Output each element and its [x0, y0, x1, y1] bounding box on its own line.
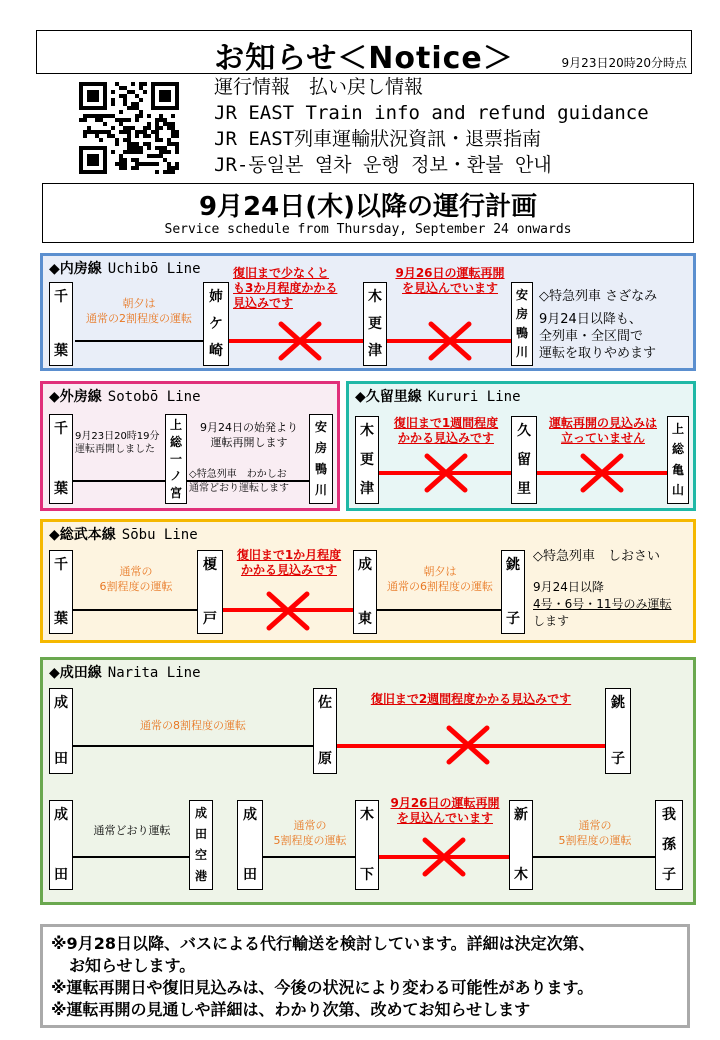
station-kioroshi: 木 下 [355, 800, 379, 890]
footer-note-1: ※9月28日以降、バスによる代行輸送を検討しています。詳細は決定次第、 [51, 934, 595, 953]
qr-code-icon[interactable] [78, 82, 180, 174]
plan-title-box [42, 183, 694, 243]
station-chiba: 千 葉 [49, 282, 73, 366]
station-narita: 成 田 [237, 800, 263, 890]
uchibo-title: ◆内房線 Uchibō Line [49, 261, 201, 277]
sobu-panel [40, 519, 696, 643]
narita-track-r2-2 [263, 856, 355, 858]
sobu-track-1 [73, 609, 197, 611]
suspended-x-icon [419, 834, 469, 880]
kururi-seg2-text: 運転再開の見込みは 立っていません [548, 416, 657, 445]
sotobo-seg3-text: ◇特急列車 わかしお 通常どおり運転します [189, 469, 289, 494]
station-narita: 成 田 [49, 800, 73, 890]
station-naruto: 成 東 [353, 550, 377, 634]
narita-track-r1-1 [73, 745, 313, 747]
plan-subtitle: Service schedule from Thursday, September 24 onwards [164, 222, 572, 237]
station-enokido: 榎 戸 [197, 550, 223, 634]
suspended-x-icon [421, 450, 471, 496]
sobu-seg3-text: 朝夕は 通常の6割程度の運転 [387, 565, 493, 593]
info-line-zh: JR EAST列車運輸狀況資訊・退票指南 [214, 128, 542, 150]
sotobo-seg2-text: 9月24日の始発より 運転再開します [200, 421, 298, 449]
station-kururi: 久 留 里 [511, 416, 537, 504]
info-line-en: JR EAST Train info and refund guidance [214, 102, 649, 124]
narita-r2-seg2-text: 通常の 5割程度の運転 [273, 819, 347, 847]
narita-r2-seg4-text: 通常の 5割程度の運転 [558, 819, 632, 847]
suspended-x-icon [263, 588, 313, 634]
sobu-track-2 [377, 609, 501, 611]
station-sawara: 佐 原 [313, 688, 337, 774]
kururi-title: ◆久留里線 Kururi Line [355, 389, 521, 405]
kururi-seg1-text: 復旧まで1週間程度 かかる見込みです [393, 416, 499, 445]
sotobo-track-1 [73, 480, 165, 482]
station-abiko: 我 孫 子 [655, 800, 683, 890]
narita-track-r2-1 [73, 856, 189, 858]
footer-note-2: ※運転再開日や復旧見込みは、今後の状況により変わる可能性があります。 [51, 978, 594, 997]
station-awakamogawa: 安 房 鴨 川 [309, 414, 333, 504]
uchibo-seg3-text: 9月26日の運転再開 を見込んでいます [395, 266, 505, 295]
narita-r2-seg3-text: 9月26日の運転再開 を見込んでいます [390, 796, 500, 825]
notice-title: お知らせ＜Notice＞ [214, 41, 514, 76]
sotobo-seg1-text: 9月23日20時19分 運転再開しました [75, 431, 160, 455]
footer-note-3: ※運転再開の見通しや詳細は、わかり次第、改めてお知らせします [51, 1000, 531, 1019]
narita-r1-seg1-text: 通常の8割程度の運転 [140, 719, 246, 732]
suspended-x-icon [425, 318, 475, 364]
uchibo-panel [40, 253, 696, 371]
station-narita-airport: 成 田 空 港 [189, 800, 213, 890]
narita-r1-seg2-text: 復旧まで2週間程度かかる見込みです [370, 692, 572, 706]
narita-track-r2-3 [533, 856, 655, 858]
suspended-x-icon [577, 450, 627, 496]
station-chiba: 千 葉 [49, 414, 73, 504]
station-kisarazu: 木 更 津 [355, 416, 379, 504]
sotobo-panel [40, 381, 340, 511]
timestamp: 9月23日20時20分時点 [561, 56, 687, 70]
sobu-express-note: ◇特急列車 しおさい 9月24日以降 4号・6号・11号のみ運転 します [533, 549, 672, 628]
sotobo-title: ◆外房線 Sotobō Line [49, 389, 201, 405]
info-line-ja: 運行情報 払い戻し情報 [214, 76, 424, 98]
footer-notes [40, 924, 690, 1028]
plan-title: 9月24日(木)以降の運行計画 [198, 192, 538, 222]
suspended-x-icon [443, 722, 493, 768]
station-awakamogawa: 安 房 鴨 川 [511, 282, 533, 366]
uchibo-express-note: ◇特急列車 さざなみ 9月24日以降も、 全列車・全区間で 運転を取りやめます [539, 289, 658, 361]
station-narita: 成 田 [49, 688, 73, 774]
station-anegasaki: 姉 ケ 崎 [203, 282, 229, 366]
station-kazusa-ichinomiya: 上 総 一 ノ 宮 [165, 414, 187, 504]
sobu-seg2-text: 復旧まで1か月程度 かかる見込みです [236, 548, 342, 577]
station-kazusa-kameyama: 上 総 亀 山 [667, 416, 689, 504]
suspended-x-icon [275, 318, 325, 364]
kururi-panel [346, 381, 696, 511]
info-line-ko: JR-동일본 열차 운행 정보・환불 안내 [214, 154, 552, 176]
station-kisarazu: 木 更 津 [363, 282, 387, 366]
sobu-title: ◆総武本線 Sōbu Line [49, 527, 198, 543]
sobu-seg1-text: 通常の 6割程度の運転 [99, 565, 173, 593]
notice-header [36, 30, 692, 74]
station-choshi: 銚 子 [501, 550, 525, 634]
station-shingi: 新 木 [509, 800, 533, 890]
uchibo-seg1-text: 朝夕は 通常の2割程度の運転 [86, 297, 192, 325]
narita-r2-seg1-text: 通常どおり運転 [93, 824, 171, 837]
station-choshi: 銚 子 [605, 688, 631, 774]
footer-note-1b: お知らせします。 [69, 956, 196, 975]
narita-title: ◆成田線 Narita Line [49, 665, 201, 681]
station-chiba: 千 葉 [49, 550, 73, 634]
narita-panel [40, 657, 696, 905]
uchibo-seg2-text: 復旧まで少なくと も3か月程度かかる 見込みです [233, 266, 338, 310]
